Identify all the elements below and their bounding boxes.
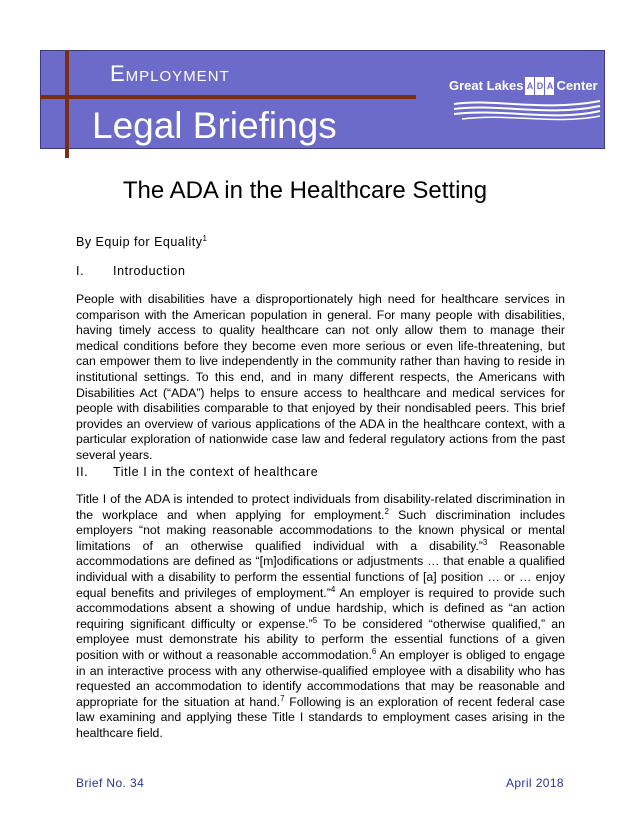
- byline-text: By Equip for Equality: [76, 235, 203, 250]
- org-logo: [449, 77, 598, 95]
- paragraph-text: Such discrimination includes employers “not making reasonable accommodations to the known physical or mental limitations of an otherwise qualified individual with a disability.”: [76, 507, 565, 553]
- logo-block-a1: A: [525, 77, 534, 95]
- logo-text-right: Center: [556, 78, 598, 93]
- paragraph-text: To be considered “otherwise qualified,” an employee must demonstrate his ability to perform the essential functions of a given position with or without a reasonable accommodation.: [76, 616, 565, 662]
- footnote-ref-6[interactable]: 6: [371, 646, 377, 656]
- paragraph-text: Reasonable accommodations are defined as “[m]odifications or adjustments … that enable a qualified individual with a disability to perform the essential functions of [a] position … or … enjoy equal benefits and privileges of employment.”: [76, 538, 565, 600]
- footnote-ref-5[interactable]: 5: [312, 615, 318, 625]
- paragraph-text: An employer is required to provide such accommodations absent a showing of undue hardship, which is defined as “an action requiring significant difficulty or expense.”: [76, 585, 565, 631]
- banner-horizontal-rule: [40, 95, 416, 99]
- section-number: II.: [76, 465, 89, 479]
- paragraph-text: An employer is obliged to engage in an interactive process with any otherwise-qualified employee with a disability who has requested an accommodation to identify accommodations that may be reasonable and appropriate for the situation at hand.: [76, 647, 565, 709]
- section-heading-introduction: [76, 264, 186, 278]
- footnote-ref-2[interactable]: 2: [384, 506, 389, 516]
- section-heading-title-one: [76, 465, 318, 479]
- brief-number: Brief No. 34: [76, 776, 145, 790]
- footnote-ref-4[interactable]: 4: [330, 584, 336, 594]
- section-title: Introduction: [113, 264, 186, 278]
- title-one-paragraph: [76, 492, 565, 742]
- briefing-title: Legal Briefings: [92, 105, 337, 146]
- byline: [76, 234, 208, 249]
- paragraph-text: Title I of the ADA is intended to protect individuals from disability-related discrimination in the workplace and when applying for employment.: [76, 492, 565, 522]
- logo-text-left: Great Lakes: [449, 78, 524, 93]
- introduction-paragraph: People with disabilities have a disproportionately high need for healthcare services in comparison with the American population in general. For many people with disabilities, having timely access to quality healthcare can not only allow them to manage their medical conditions before they become even more serious or even life-threatening, but can empower them to live independently in the community rather than having to reside in institutional settings. To this end, and in many different respects, the Americans with Disabilities Act (“ADA”) helps to ensure access to healthcare and medical services for people with disabilities comparable to that enjoyed by their nondisabled peers. This brief provides an overview of various applications of the ADA in the healthcare context, with a particular exploration of nationwide case law and federal regulatory actions from the past several years.: [76, 292, 565, 462]
- series-label: Employment: [110, 61, 230, 86]
- logo-block-d: D: [535, 77, 544, 95]
- footnote-ref-3[interactable]: 3: [482, 537, 488, 547]
- logo-block-a2: A: [545, 77, 554, 95]
- section-title: Title I in the context of healthcare: [113, 465, 319, 479]
- section-number: I.: [76, 264, 85, 278]
- logo-blocks: [525, 77, 554, 95]
- byline-footnote-ref[interactable]: 1: [202, 234, 208, 243]
- paragraph-text: Following is an exploration of recent federal case law examining and applying these Title I standards to employment cases arising in the healthcare field.: [76, 694, 565, 740]
- banner-vertical-rule: [65, 50, 69, 158]
- logo-wave-icon: [452, 98, 602, 124]
- publication-date: April 2018: [505, 776, 564, 790]
- document-title: The ADA in the Healthcare Setting: [122, 177, 488, 204]
- footnote-ref-7[interactable]: 7: [280, 693, 285, 703]
